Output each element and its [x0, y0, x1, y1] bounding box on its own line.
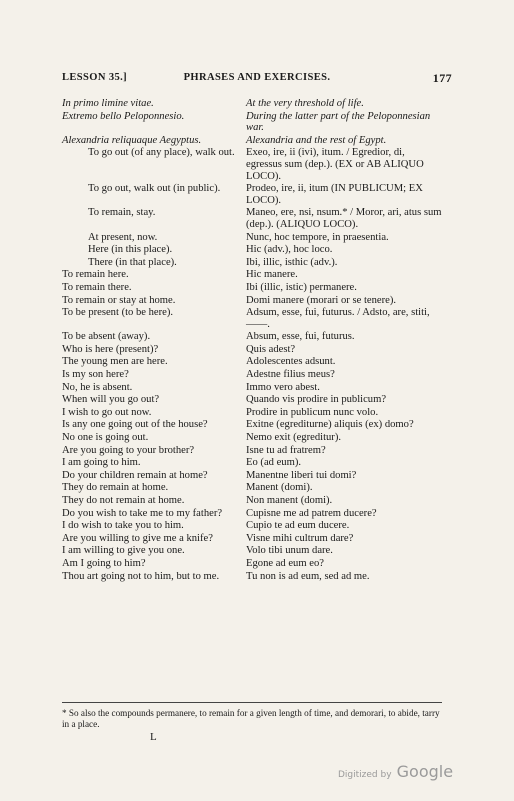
english-phrase: At the very threshold of life.: [246, 98, 364, 109]
latin-phrase: Hic manere.: [246, 269, 298, 281]
phrase-row: [62, 307, 442, 330]
latin-phrase: Quando vis prodire in publicum?: [246, 394, 387, 406]
watermark-prefix: Digitized by: [338, 770, 392, 780]
english-phrase: To remain here.: [62, 269, 129, 281]
phrase-row: [62, 269, 442, 281]
watermark-brand: Google: [396, 762, 454, 781]
english-phrase: To go out, walk out (in public).: [88, 183, 221, 195]
latin-phrase: Ibi, illic, isthic (adv.).: [246, 256, 338, 268]
phrase-row: [62, 394, 442, 406]
english-phrase: I do wish to take you to him.: [62, 520, 184, 532]
english-phrase: Are you willing to give me a knife?: [62, 532, 213, 544]
english-phrase: Do your children remain at home?: [62, 469, 208, 481]
latin-phrase: Volo tibi unum dare.: [246, 545, 333, 557]
english-phrase: They do not remain at home.: [62, 495, 185, 506]
english-phrase: To remain, stay.: [88, 207, 156, 219]
phrase-row: [62, 331, 442, 343]
english-phrase: Thou art going not to him, but to me.: [62, 570, 220, 582]
english-phrase: Who is here (present)?: [62, 343, 159, 355]
english-phrase: Are you going to your brother?: [62, 444, 195, 456]
phrase-row: [62, 135, 442, 147]
latin-phrase: Adolescentes adsunt.: [246, 356, 336, 368]
phrase-row: [62, 470, 442, 482]
english-phrase: To be absent (away).: [62, 331, 151, 343]
latin-phrase: Tu non is ad eum, sed ad me.: [246, 570, 370, 582]
latin-phrase: Hic (adv.), hoc loco.: [246, 244, 333, 256]
watermark: [338, 762, 453, 781]
english-phrase: Is any one going out of the house?: [62, 419, 208, 431]
latin-phrase: Exitne (egrediturne) aliquis (ex) domo?: [246, 419, 414, 431]
page-header: [62, 72, 452, 86]
english-phrase: Alexandria and the rest of Egypt.: [246, 134, 387, 146]
english-phrase: I am willing to give you one.: [62, 545, 185, 557]
english-phrase: When will you go out?: [62, 394, 160, 406]
signature-mark: L: [150, 731, 157, 743]
latin-phrase: Extremo bello Peloponnesio.: [62, 110, 185, 122]
phrase-row: [62, 344, 442, 356]
phrase-row: [62, 457, 442, 469]
phrase-table: [62, 98, 442, 583]
phrase-row: [62, 147, 442, 182]
english-phrase: They do remain at home.: [62, 482, 169, 494]
phrase-row: [62, 111, 442, 134]
phrase-row: [62, 207, 442, 230]
english-phrase: To remain there.: [62, 281, 132, 293]
english-phrase: To be present (to be here).: [62, 307, 174, 319]
latin-phrase: Alexandria reliquaque Aegyptus.: [62, 134, 202, 146]
phrase-row: [62, 445, 442, 457]
phrase-row: [62, 244, 442, 256]
latin-phrase: Manent (domi).: [246, 482, 313, 494]
latin-phrase: Absum, esse, fui, futurus.: [246, 331, 355, 343]
latin-phrase: Nunc, hoc tempore, in praesentia.: [246, 231, 389, 243]
english-phrase: Is my son here?: [62, 369, 129, 381]
english-phrase: No one is going out.: [62, 432, 149, 444]
phrase-row: [62, 295, 442, 307]
footnote: * So also the compounds permanere, to remain for a given length of time, and demorari, to abide, tarry in a place.: [62, 708, 440, 729]
latin-phrase: Immo vero abest.: [246, 381, 320, 393]
running-title: PHRASES AND EXERCISES.: [183, 72, 331, 83]
english-phrase: Here (in this place).: [88, 244, 173, 256]
phrase-row: [62, 482, 442, 494]
english-phrase: The young men are here.: [62, 356, 168, 368]
phrase-row: [62, 495, 442, 507]
phrase-row: [62, 382, 442, 394]
phrase-row: [62, 369, 442, 381]
page-number: 177: [432, 71, 452, 85]
english-phrase: To go out (of any place), walk out.: [88, 147, 235, 159]
english-phrase: During the latter part of the Peloponnesian war.: [246, 110, 431, 134]
latin-phrase: Non manent (domi).: [246, 495, 333, 506]
phrase-row: [62, 533, 442, 545]
latin-phrase: Prodire in publicum nunc volo.: [246, 406, 379, 418]
phrase-row: [62, 232, 442, 244]
lesson-label: LESSON 35.]: [62, 72, 128, 83]
english-phrase: To remain or stay at home.: [62, 294, 176, 306]
latin-phrase: Eo (ad eum).: [246, 457, 302, 469]
phrase-row: [62, 520, 442, 532]
latin-phrase: Egone ad eum eo?: [246, 557, 324, 569]
latin-phrase: Prodeo, ire, ii, itum (IN PUBLICUM; EX LOCO).: [246, 183, 423, 206]
phrase-row: [62, 98, 442, 110]
latin-phrase: Manentne liberi tui domi?: [246, 469, 357, 481]
latin-phrase: Domi manere (morari or se tenere).: [246, 294, 397, 306]
phrase-row: [62, 282, 442, 294]
english-phrase: No, he is absent.: [62, 381, 133, 393]
footnote-divider: [62, 702, 442, 703]
latin-phrase: In primo limine vitae.: [62, 98, 154, 109]
english-phrase: There (in that place).: [88, 256, 177, 268]
english-phrase: Am I going to him?: [62, 557, 146, 569]
latin-phrase: Nemo exit (egreditur).: [246, 432, 342, 444]
phrase-row: [62, 545, 442, 557]
latin-phrase: Exeo, ire, ii (ivi), itum. / Egredior, di, egressus sum (dep.). (EX or AB ALIQUO LOCO).: [246, 147, 424, 182]
english-phrase: Do you wish to take me to my father?: [62, 507, 223, 519]
latin-phrase: Visne mihi cultrum dare?: [246, 532, 354, 544]
latin-phrase: Ibi (illic, istic) permanere.: [246, 281, 357, 293]
latin-phrase: Adsum, esse, fui, futurus. / Adsto, are, stiti, ——.: [246, 307, 430, 330]
phrase-row: [62, 183, 442, 206]
english-phrase: I am going to him.: [62, 457, 141, 469]
phrase-row: [62, 432, 442, 444]
latin-phrase: Cupio te ad eum ducere.: [246, 520, 350, 532]
phrase-row: [62, 571, 442, 583]
english-phrase: At present, now.: [88, 231, 158, 243]
latin-phrase: Cupisne me ad patrem ducere?: [246, 507, 377, 519]
phrase-row: [62, 508, 442, 520]
latin-phrase: Adestne filius meus?: [246, 369, 335, 381]
phrase-row: [62, 257, 442, 269]
phrase-row: [62, 558, 442, 570]
phrase-row: [62, 419, 442, 431]
latin-phrase: Quis adest?: [246, 343, 296, 355]
latin-phrase: Isne tu ad fratrem?: [246, 444, 326, 456]
english-phrase: I wish to go out now.: [62, 406, 152, 418]
phrase-row: [62, 407, 442, 419]
phrase-row: [62, 356, 442, 368]
latin-phrase: Maneo, ere, nsi, nsum.* / Moror, ari, atus sum (dep.). (ALIQUO LOCO).: [246, 207, 442, 230]
